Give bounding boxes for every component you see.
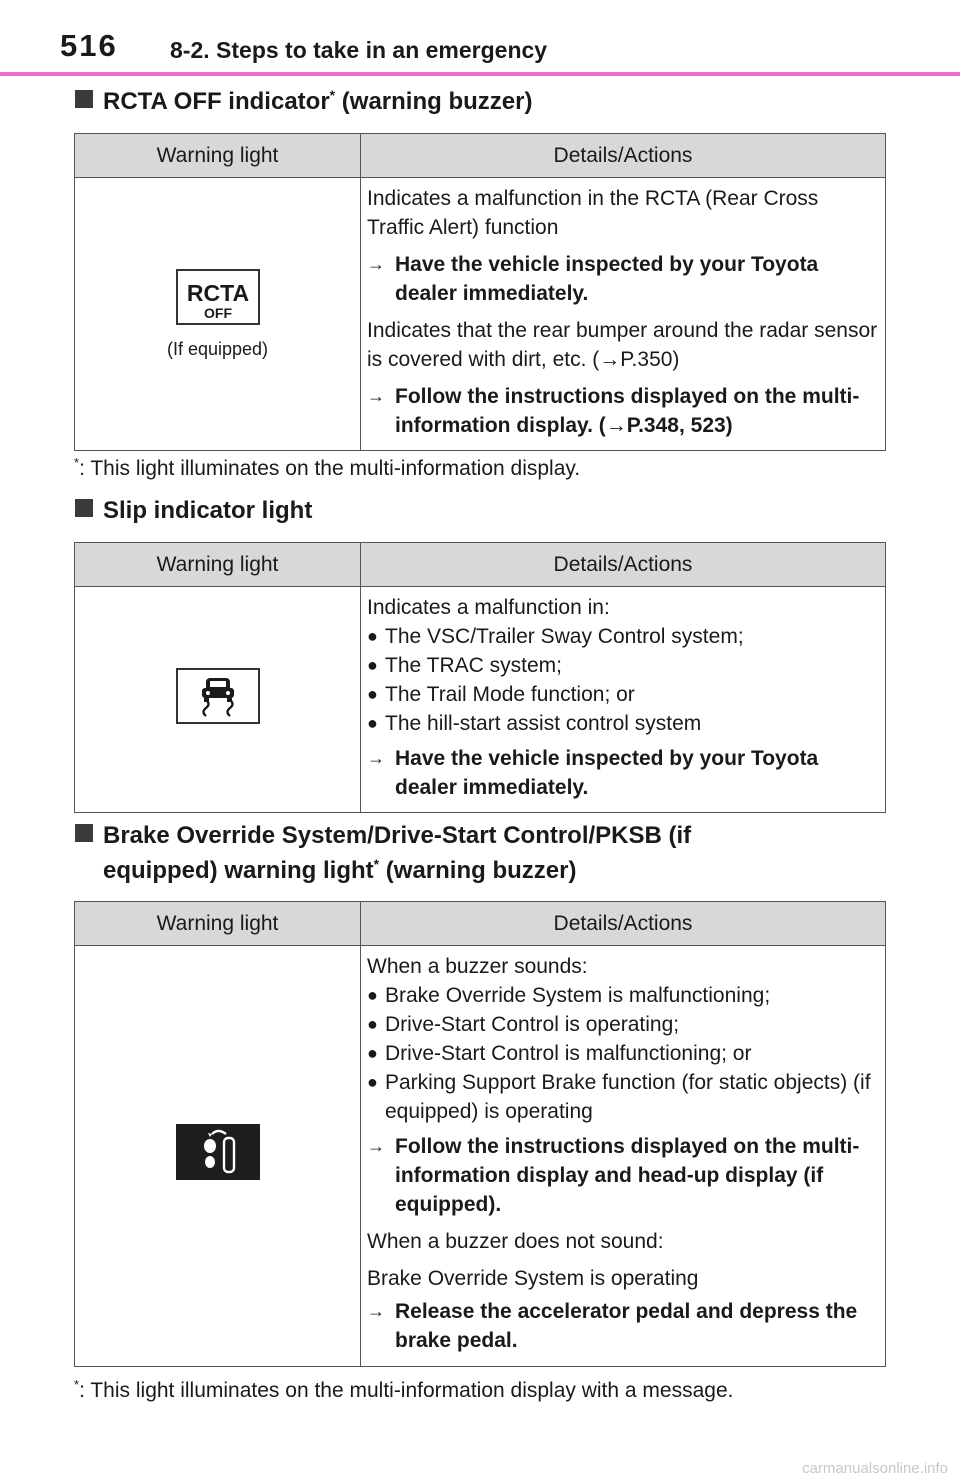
brake-table	[74, 901, 886, 1367]
bullet-icon: ●	[367, 985, 378, 1005]
bullet-icon: ●	[367, 713, 378, 733]
list-item: ● The Trail Mode function; or	[367, 680, 879, 709]
list-item: ● Parking Support Brake function (for static objects) (if equipped) is operating	[367, 1068, 879, 1126]
list-item: ● The TRAC system;	[367, 651, 879, 680]
section-title: 8-2. Steps to take in an emergency	[170, 37, 548, 63]
list-item: ● Drive-Start Control is operating;	[367, 1010, 879, 1039]
column-header-details: Details/Actions	[361, 543, 886, 587]
brake-heading: Brake Override System/Drive-Start Control/PKSB (if equipped) warning light* (warning buzzer)	[75, 818, 691, 888]
detail-text: Indicates a malfunction in:	[367, 596, 610, 619]
action-item: → Have the vehicle inspected by your Toyota dealer immediately.	[367, 250, 879, 308]
bullet-icon: ●	[367, 1072, 378, 1092]
detail-text: When a buzzer sounds:	[367, 955, 588, 978]
page-reference-link[interactable]: P.348, 523)	[626, 414, 733, 437]
list-item: ● The hill-start assist control system	[367, 709, 879, 738]
arrow-right-icon: →	[367, 386, 385, 406]
bullet-icon: ●	[367, 684, 378, 704]
arrow-right-icon: →	[367, 254, 385, 274]
page-number: 516	[60, 28, 118, 63]
slip-table	[74, 542, 886, 813]
column-header-warning-light: Warning light	[75, 902, 361, 946]
brake-footnote: *: This light illuminates on the multi-information display with a message.	[74, 1377, 734, 1402]
square-bullet-icon	[75, 499, 93, 517]
brake-details	[361, 946, 886, 1367]
arrow-right-icon: →	[599, 348, 621, 371]
detail-text: Indicates that the rear bumper around the radar sensor is covered with dirt, etc. (→P.350)	[367, 319, 878, 371]
bullet-icon: ●	[367, 1043, 378, 1063]
column-header-details: Details/Actions	[361, 134, 886, 178]
action-item: → Follow the instructions displayed on the multi-information display and head-up display (if equipped).	[367, 1132, 879, 1219]
page-header	[0, 0, 960, 78]
rcta-icon-label: RCTA	[186, 279, 249, 306]
off-icon-label: OFF	[203, 304, 232, 321]
square-bullet-icon	[75, 824, 93, 842]
column-header-details: Details/Actions	[361, 902, 886, 946]
bullet-icon: ●	[367, 626, 378, 646]
slip-details	[361, 587, 886, 813]
slip-icon-cell	[75, 587, 361, 813]
slip-heading: Slip indicator light	[75, 493, 312, 528]
brake-override-icon	[176, 1124, 260, 1180]
bullet-icon: ●	[367, 655, 378, 675]
rcta-table	[74, 133, 886, 451]
column-header-warning-light: Warning light	[75, 543, 361, 587]
arrow-right-icon: →	[367, 1301, 385, 1321]
list-item: ● Brake Override System is malfunctioning;	[367, 981, 879, 1010]
bullet-icon: ●	[367, 1014, 378, 1034]
detail-text: When a buzzer does not sound:	[367, 1230, 664, 1253]
brake-icon-cell	[75, 946, 361, 1367]
header-rule	[0, 72, 960, 76]
detail-text: Indicates a malfunction in the RCTA (Rear Cross Traffic Alert) function	[367, 187, 819, 239]
detail-text: Brake Override System is operating	[367, 1267, 699, 1290]
arrow-right-icon: →	[367, 748, 385, 768]
rcta-footnote: *: This light illuminates on the multi-information display.	[74, 455, 581, 480]
column-header-warning-light: Warning light	[75, 134, 361, 178]
icon-caption: (If equipped)	[166, 338, 269, 359]
rcta-off-icon	[176, 269, 260, 325]
rcta-details	[361, 178, 886, 451]
arrow-right-icon: →	[605, 414, 627, 437]
page-reference-link[interactable]: P.350)	[620, 348, 680, 371]
arrow-right-icon: →	[367, 1136, 385, 1156]
action-item: → Release the accelerator pedal and depress the brake pedal.	[367, 1297, 879, 1355]
slip-indicator-icon	[176, 668, 260, 724]
square-bullet-icon	[75, 90, 93, 108]
action-item: → Have the vehicle inspected by your Toyota dealer immediately.	[367, 744, 879, 802]
action-item: → Follow the instructions displayed on the multi-information display. (→P.348, 523)	[367, 382, 879, 440]
rcta-heading: RCTA OFF indicator* (warning buzzer)	[75, 84, 532, 119]
list-item: ● Drive-Start Control is malfunctioning; or	[367, 1039, 879, 1068]
watermark: carmanualsonline.info	[802, 1460, 948, 1477]
rcta-icon-cell	[75, 178, 361, 451]
list-item: ● The VSC/Trailer Sway Control system;	[367, 622, 879, 651]
